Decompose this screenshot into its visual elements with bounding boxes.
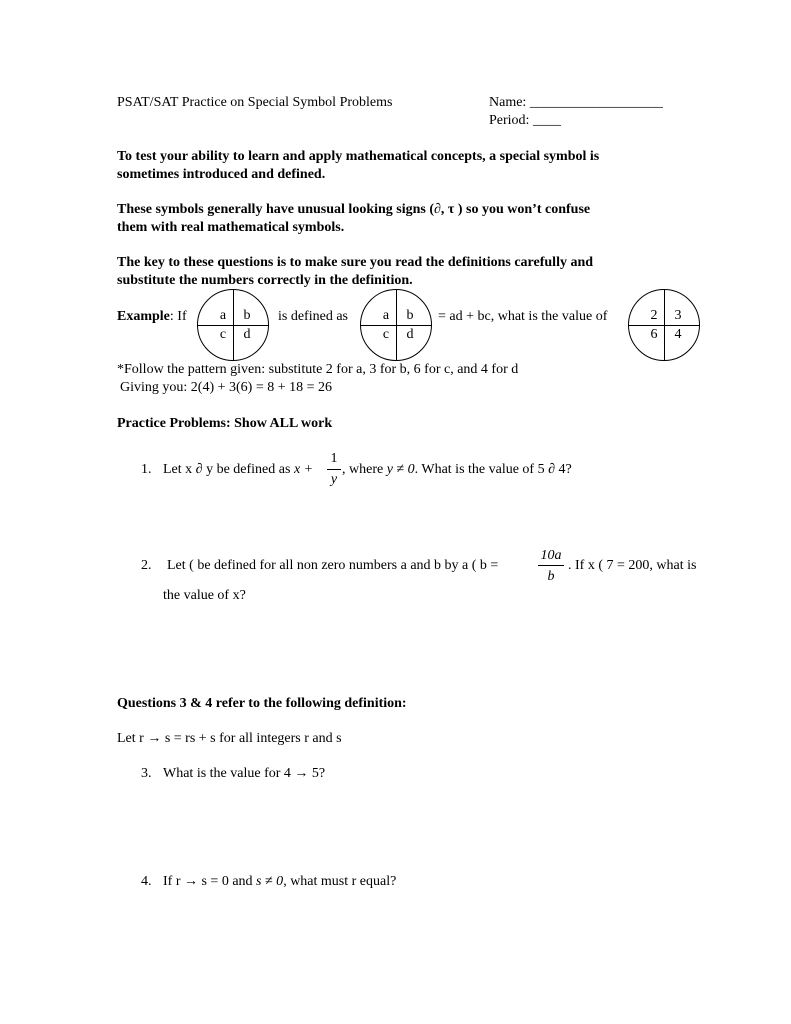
- problem-2-line-2: the value of x?: [163, 588, 246, 603]
- problem-1-text: [163, 461, 313, 478]
- example-label: Example: [117, 309, 170, 324]
- example-defined-as: is defined as: [278, 309, 348, 324]
- problem-1-number: 1.: [141, 462, 152, 477]
- problem-2-fraction-numerator: 10a: [540, 548, 562, 563]
- problem-4-text-a: If r → s = 0 and: [163, 874, 253, 889]
- intro-paragraph-3-line-2: substitute the numbers correctly in the definition.: [117, 273, 413, 288]
- intro-paragraph-1-line-1: To test your ability to learn and apply mathematical concepts, a special symbol is: [117, 149, 600, 164]
- problem-4-condition: s ≠ 0: [256, 874, 284, 889]
- problem-1-fraction-numerator: 1: [330, 451, 338, 466]
- period-field-label: Period: ____: [489, 113, 561, 128]
- example-intro: [117, 308, 187, 325]
- problem-1-text-c: . What is the value of 5 ∂ 4?: [414, 462, 572, 477]
- problem-3-number: 3.: [141, 766, 152, 781]
- example-circle-formula: [360, 289, 432, 361]
- problem-2-fraction-denominator: b: [547, 569, 555, 584]
- problem-2-text-a: Let ( be defined for all non zero numbers a and b by a ( b =: [167, 558, 499, 573]
- problem-4-text: [163, 873, 396, 890]
- problem-2-number: 2.: [141, 558, 152, 573]
- problem-1-text-a: Let x ∂ y be defined as: [163, 462, 291, 477]
- example-note-line-1: *Follow the pattern given: substitute 2 for a, 3 for b, 6 for c, and 4 for d: [117, 362, 519, 377]
- intro-paragraph-2-line-1: These symbols generally have unusual looking signs (∂, τ ) so you won’t confuse: [117, 202, 591, 217]
- definition-text: Let r → s = rs + s for all integers r and s: [117, 731, 342, 746]
- circle-cell-a: a: [219, 308, 227, 323]
- circle-cell-c: 6: [650, 327, 658, 342]
- problem-3-text: What is the value for 4 → 5?: [163, 766, 326, 781]
- problem-2-fraction: [537, 547, 565, 587]
- circle-cell-d: 4: [674, 327, 682, 342]
- practice-heading: Practice Problems: Show ALL work: [117, 416, 333, 431]
- circle-cell-a: a: [382, 308, 390, 323]
- name-field-label: Name: ___________________: [489, 95, 663, 110]
- example-if-text: : If: [169, 309, 187, 324]
- intro-paragraph-3-line-1: The key to these questions is to make sure you read the definitions carefully and: [117, 255, 594, 270]
- circle-cell-c: c: [382, 327, 390, 342]
- circle-cell-b: b: [406, 308, 414, 323]
- problem-1-expression: x +: [293, 462, 314, 477]
- example-formula: = ad + bc, what is the value of: [438, 309, 608, 324]
- problem-1-fraction: [327, 450, 341, 490]
- problem-1-fraction-denominator: y: [330, 472, 338, 487]
- example-circle-values: [628, 289, 700, 361]
- problem-4-text-b: , what must r equal?: [283, 874, 397, 889]
- intro-paragraph-1-line-2: sometimes introduced and defined.: [117, 167, 326, 182]
- document-title: PSAT/SAT Practice on Special Symbol Problems: [117, 95, 393, 110]
- questions-heading: Questions 3 & 4 refer to the following definition:: [117, 696, 407, 711]
- problem-1-text-b: , where: [342, 462, 384, 477]
- example-circle-definition: [197, 289, 269, 361]
- circle-cell-b: b: [243, 308, 251, 323]
- intro-paragraph-2-line-2: them with real mathematical symbols.: [117, 220, 345, 235]
- circle-cell-d: d: [406, 327, 414, 342]
- problem-1-condition: y ≠ 0: [386, 462, 415, 477]
- circle-cell-c: c: [219, 327, 227, 342]
- circle-cell-b: 3: [674, 308, 682, 323]
- circle-cell-d: d: [243, 327, 251, 342]
- problem-4-number: 4.: [141, 874, 152, 889]
- problem-2-text-b: . If x ( 7 = 200, what is: [568, 558, 697, 573]
- problem-1-text-rest: [342, 461, 572, 478]
- circle-cell-a: 2: [650, 308, 658, 323]
- example-note-line-2: Giving you: 2(4) + 3(6) = 8 + 18 = 26: [120, 380, 333, 395]
